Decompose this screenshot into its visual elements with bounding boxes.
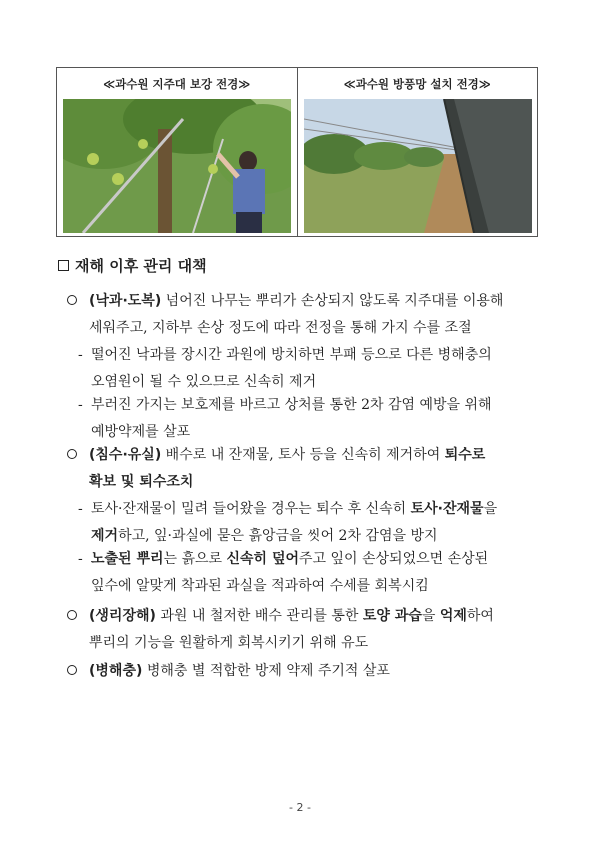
item-pests — [67, 658, 547, 685]
item-2-bold-1: 퇴수로 — [444, 447, 486, 463]
item-fallen-fruit — [67, 288, 547, 342]
sub-4-bold-2: 신속히 덮어 — [226, 551, 299, 567]
sub-item-exposed-roots — [78, 546, 548, 600]
item-1-text: 넘어진 나무는 뿌리가 손상되지 않도록 지주대를 이용해 — [161, 293, 504, 309]
item-3-bold-1: 토양 과습 — [362, 608, 422, 624]
section-heading — [58, 255, 207, 276]
orchard-support-photo — [63, 99, 291, 233]
dash-bullet: - — [78, 397, 83, 413]
item-3-bold-2: 억제 — [439, 608, 467, 624]
sub-1-line-1: 떨어진 낙과를 장시간 과원에 방치하면 부패 등으로 다른 병해충의 — [91, 347, 492, 363]
dash-bullet: - — [78, 551, 83, 567]
orchard-windbreak-photo — [304, 99, 532, 233]
sub-item-debris-removal — [78, 496, 548, 550]
item-2-line-1 — [89, 442, 485, 469]
item-4-line-1 — [89, 658, 390, 685]
sub-3-text-3: 하고, 잎·과실에 묻은 흙앙금을 씻어 2차 감염을 방지 — [118, 528, 438, 544]
item-3-line-1 — [89, 603, 494, 630]
photo-table — [56, 67, 538, 237]
circle-bullet-icon — [67, 449, 77, 459]
sub-item-broken-branch — [78, 392, 548, 446]
sub-item-rotten-fruit — [78, 342, 548, 396]
section-title-text: 재해 이후 관리 대책 — [75, 257, 207, 275]
photo-caption-windbreak: ≪과수원 방풍망 설치 전경≫ — [343, 77, 491, 91]
sub-4-line-1 — [91, 546, 488, 573]
item-2-line-2 — [89, 469, 193, 496]
circle-bullet-icon — [67, 610, 77, 620]
item-3-text-3: 하여 — [466, 608, 494, 624]
sub-3-text-2: 을 — [483, 501, 498, 517]
item-3-label: (생리장해) — [89, 608, 156, 624]
sub-4-text-2: 주고 잎이 손상되었으면 손상된 — [299, 551, 489, 567]
sub-1-line-2: 오염원이 될 수 있으므로 신속히 제거 — [91, 374, 317, 390]
item-4-label: (병해충) — [89, 663, 143, 679]
sub-2-line-2: 예방약제를 살포 — [91, 424, 191, 440]
dash-bullet: - — [78, 347, 83, 363]
page-number: - 2 - — [289, 801, 311, 814]
item-2-bold-2: 확보 및 퇴수조치 — [89, 474, 194, 490]
photo-cell-support — [57, 68, 298, 236]
sub-4-line-2: 잎수에 알맞게 착과된 과실을 적과하여 수세를 회복시킴 — [91, 578, 429, 594]
checkbox-square-icon — [58, 260, 69, 271]
sub-2-line-1: 부러진 가지는 보호제를 바르고 상처를 통한 2차 감염 예방을 위해 — [91, 397, 492, 413]
item-3-text-2: 을 — [421, 608, 440, 624]
sub-3-line-1 — [91, 496, 497, 523]
item-1-line-2: 세워주고, 지하부 손상 정도에 따라 전정을 통해 가지 수를 조절 — [89, 320, 472, 336]
item-flooding — [67, 442, 547, 496]
item-1-label: (낙과·도복) — [89, 293, 162, 309]
sub-4-text-1: 는 흙으로 — [163, 551, 227, 567]
dash-bullet: - — [78, 501, 83, 517]
item-2-text: 배수로 내 잔재물, 토사 등을 신속히 제거하여 — [161, 447, 445, 463]
sub-3-text-1: 토사·잔재물이 밀려 들어왔을 경우는 퇴수 후 신속히 — [91, 501, 411, 517]
sub-3-bold-2: 제거 — [91, 528, 119, 544]
item-3-text-1: 과원 내 철저한 배수 관리를 통한 — [155, 608, 363, 624]
circle-bullet-icon — [67, 665, 77, 675]
sub-4-bold-1: 노출된 뿌리 — [91, 551, 164, 567]
item-physiological-disorder — [67, 603, 547, 657]
item-3-line-2: 뿌리의 기능을 원활하게 회복시키기 위해 유도 — [89, 635, 369, 651]
photo-cell-windbreak — [298, 68, 538, 236]
item-4-text: 병해충 별 적합한 방제 약제 주기적 살포 — [142, 663, 390, 679]
circle-bullet-icon — [67, 295, 77, 305]
item-1-line-1 — [89, 288, 503, 315]
item-2-label: (침수·유실) — [89, 447, 162, 463]
sub-3-bold-1: 토사·잔재물 — [410, 501, 484, 517]
photo-caption-support: ≪과수원 지주대 보강 전경≫ — [103, 77, 251, 91]
